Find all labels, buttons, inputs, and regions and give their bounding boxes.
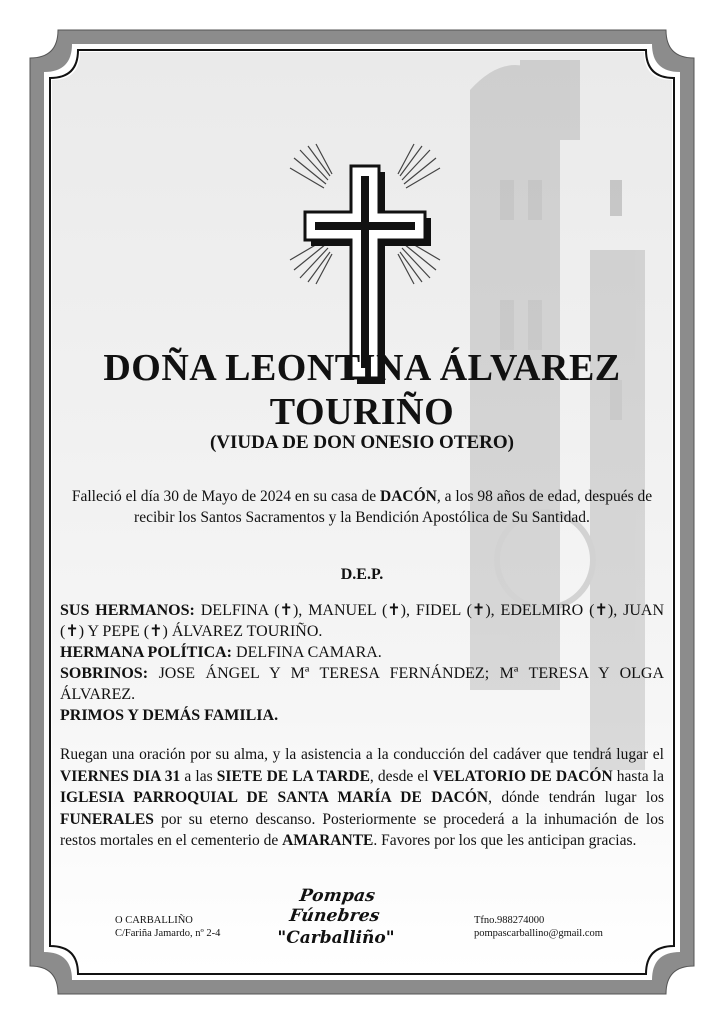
sobrinos-text: JOSE ÁNGEL Y Mª TERESA FERNÁNDEZ; Mª TERESA Y OLGA ÁLVAREZ. — [60, 665, 664, 703]
intro-text-b: , a los 98 años de edad, después de recibir los Santos Sacramentos y la Bendición Apostólica de Su Santidad. — [134, 488, 653, 526]
prayer-t6: por su eterno descanso. Posteriormente se procederá a la inhumación de los restos mortales en el cementerio de — [60, 810, 664, 849]
funeral-details — [60, 744, 664, 852]
sobrinos-line — [60, 663, 664, 705]
funeral-day: VIERNES DIA 31 — [60, 767, 181, 785]
hermanos-text: DELFINA (✝), MANUEL (✝), FIDEL (✝), EDELMIRO (✝), JUAN (✝) Y PEPE (✝) ÁLVAREZ TOURIÑO. — [60, 602, 664, 640]
prayer-t5: , dónde tendrán lugar los — [488, 789, 664, 806]
hermana-text: DELFINA CAMARA. — [232, 644, 382, 661]
family-list — [60, 600, 664, 726]
footer-phone: Tfno.988274000 — [474, 915, 545, 926]
funeral-cemetery: AMARANTE — [282, 832, 374, 849]
deceased-name-line1: DOÑA LEONTINA ÁLVAREZ — [103, 347, 621, 389]
dep-label: D.E.P. — [340, 566, 384, 583]
hermanos-line — [60, 600, 664, 642]
deceased-name-line2: TOURIÑO — [269, 391, 455, 433]
funeral-time: SIETE DE LA TARDE — [216, 767, 370, 785]
footer-address: C/Fariña Jamardo, nº 2-4 — [115, 928, 221, 939]
funeral-service: FUNERALES — [60, 810, 154, 828]
logo-line1: Pompas Fúnebres — [288, 886, 382, 926]
footer-email: pompascarballino@gmail.com — [474, 928, 603, 939]
hermana-label: HERMANA POLÍTICA: — [60, 644, 233, 661]
funeral-origin: VELATORIO DE DACÓN — [432, 767, 613, 785]
funeral-home-contact — [474, 914, 603, 940]
deceased-subtitle: (VIUDA DE DON ONESIO OTERO) — [209, 432, 515, 453]
primos-text: PRIMOS Y DEMÁS FAMILIA. — [60, 707, 279, 724]
death-announcement — [60, 486, 664, 528]
primos-line — [60, 705, 664, 726]
prayer-t3: , desde el — [369, 767, 433, 785]
content-area — [60, 60, 664, 964]
intro-place: DACÓN — [380, 488, 437, 505]
footer-town: O CARBALLIÑO — [115, 915, 193, 926]
sobrinos-label: SOBRINOS: — [60, 665, 149, 682]
logo-line2: "Carballiño" — [277, 928, 395, 948]
prayer-t2: a las — [180, 767, 217, 785]
funeral-church: IGLESIA PARROQUIAL DE SANTA MARÍA DE DACÓN — [60, 789, 489, 806]
prayer-t7: . Favores por los que les anticipan gracias. — [373, 832, 637, 849]
funeral-home-logo — [276, 886, 396, 948]
funeral-home-address — [115, 914, 220, 940]
prayer-t4: hasta la — [612, 767, 664, 785]
prayer-t1: Ruegan una oración por su alma, y la asistencia a la conducción del cadáver que tendrá lugar el — [60, 746, 664, 763]
intro-text-a: Falleció el día 30 de Mayo de 2024 en su casa de — [71, 488, 381, 505]
hermanos-label: SUS HERMANOS: — [60, 602, 195, 619]
hermana-line — [60, 642, 664, 663]
